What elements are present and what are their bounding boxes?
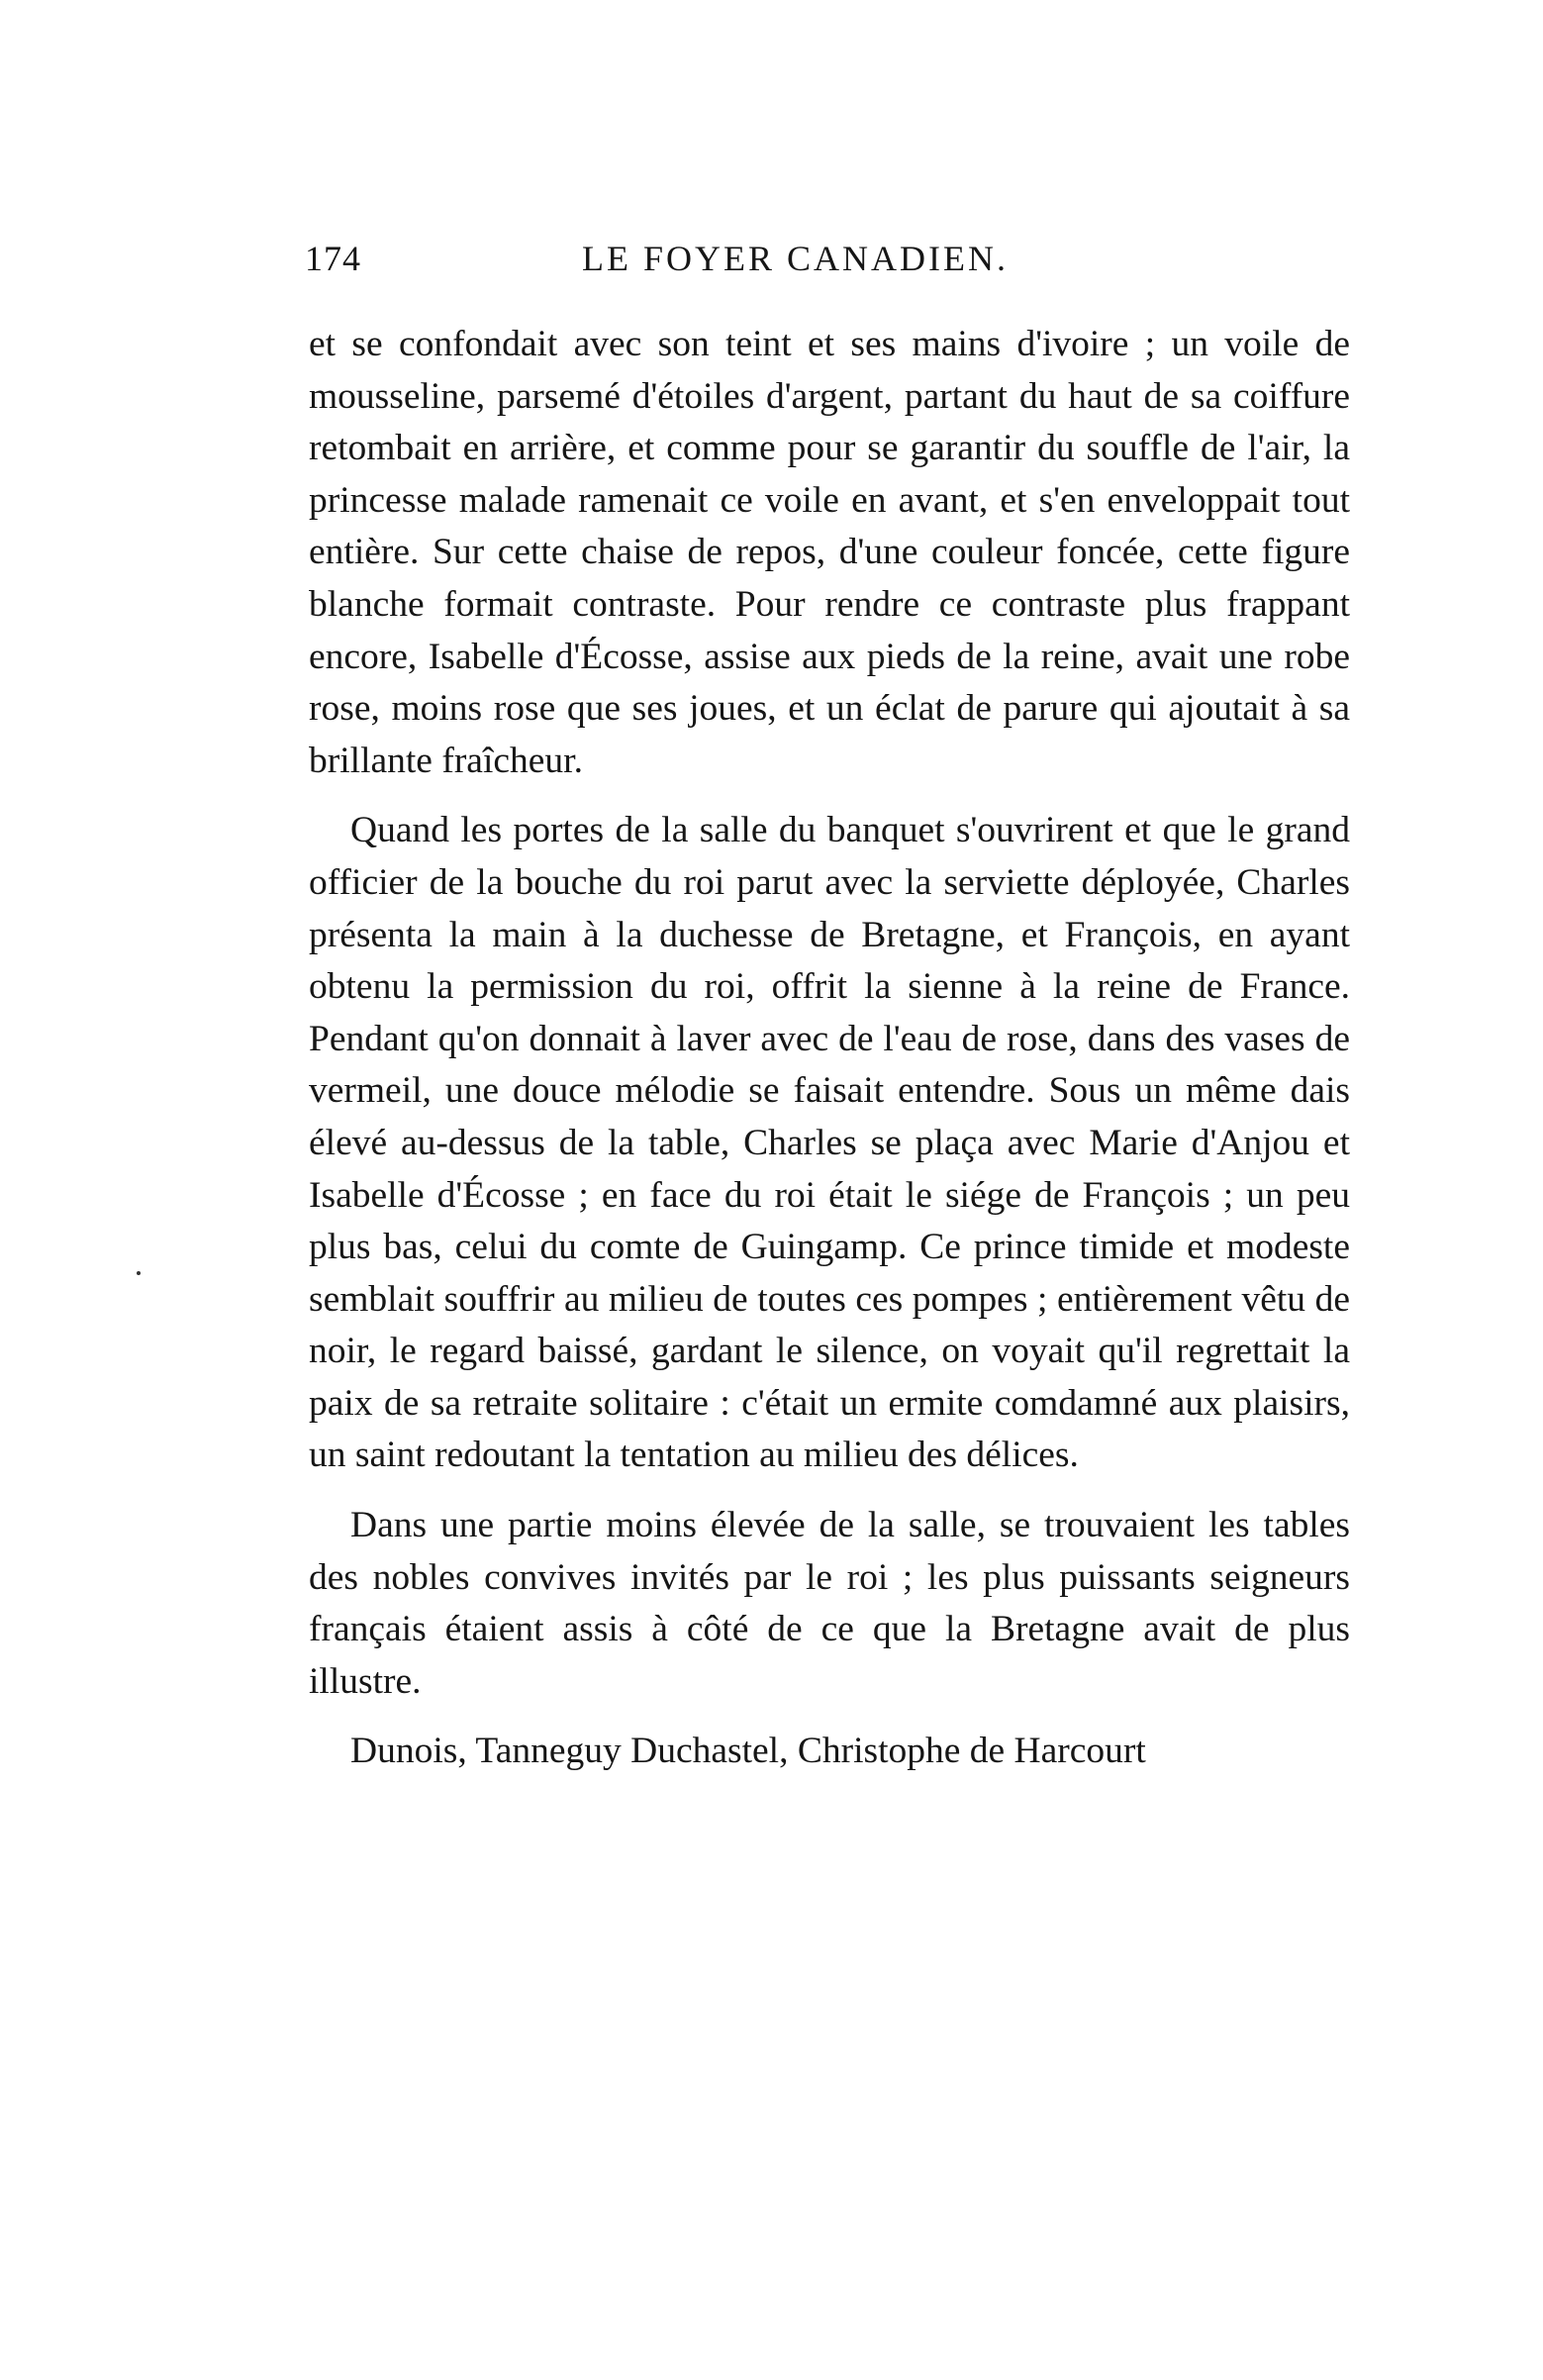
page-number: 174 [305,239,361,278]
running-head [305,238,1354,293]
paragraph-1: et se confondait avec son teint et ses mains d'ivoire ; un voile de mousseline, parsemé d'étoiles d'argent, partant du haut de sa coiffure retombait en arrière, et comme pour se garantir du souffle de l'air, la princesse malade ramenait ce voile en avant, et s'en enveloppait tout entière. Sur cette chaise de repos, d'une couleur foncée, cette figure blanche formait contraste. Pour rendre ce contraste plus frappant encore, Isabelle d'Écosse, assise aux pieds de la reine, avait une robe rose, moins rose que ses joues, et un éclat de parure qui ajoutait à sa brillante fraîcheur. [309,324,1350,781]
running-title: LE FOYER CANADIEN. [582,239,1009,278]
paragraph-2: Quand les portes de la salle du banquet s'ouvrirent et que le grand officier de la bouche du roi parut avec la serviette déployée, Charles présenta la main à la duchesse de Bretagne, et François, en ayant obtenu la permission du roi, offrit la sienne à la reine de France. Pendant qu'on donnait à laver avec de l'eau de rose, dans des vases de vermeil, une douce mélodie se faisait entendre. Sous un même dais élevé au-dessus de la table, Charles se plaça avec Marie d'Anjou et Isabelle d'Écosse ; en face du roi était le siége de François ; un peu plus bas, celui du comte de Guingamp. Ce prince timide et modeste semblait souffrir au milieu de toutes ces pompes ; entièrement vêtu de noir, le regard baissé, gardant le silence, on voyait qu'il regrettait la paix de sa retraite solitaire : c'était un ermite comdamné aux plaisirs, un saint redoutant la tentation au milieu des délices. [309,810,1350,1476]
body-text [309,319,1350,1796]
margin-speck [137,1271,141,1275]
paragraph-4: Dunois, Tanneguy Duchastel, Christophe de Harcourt [350,1731,1146,1772]
paragraph-3: Dans une partie moins élevée de la salle, se trouvaient les tables des nobles convives invités par le roi ; les plus puissants seigneurs français étaient assis à côté de ce que la Bretagne avait de plus illustre. [309,1505,1350,1702]
